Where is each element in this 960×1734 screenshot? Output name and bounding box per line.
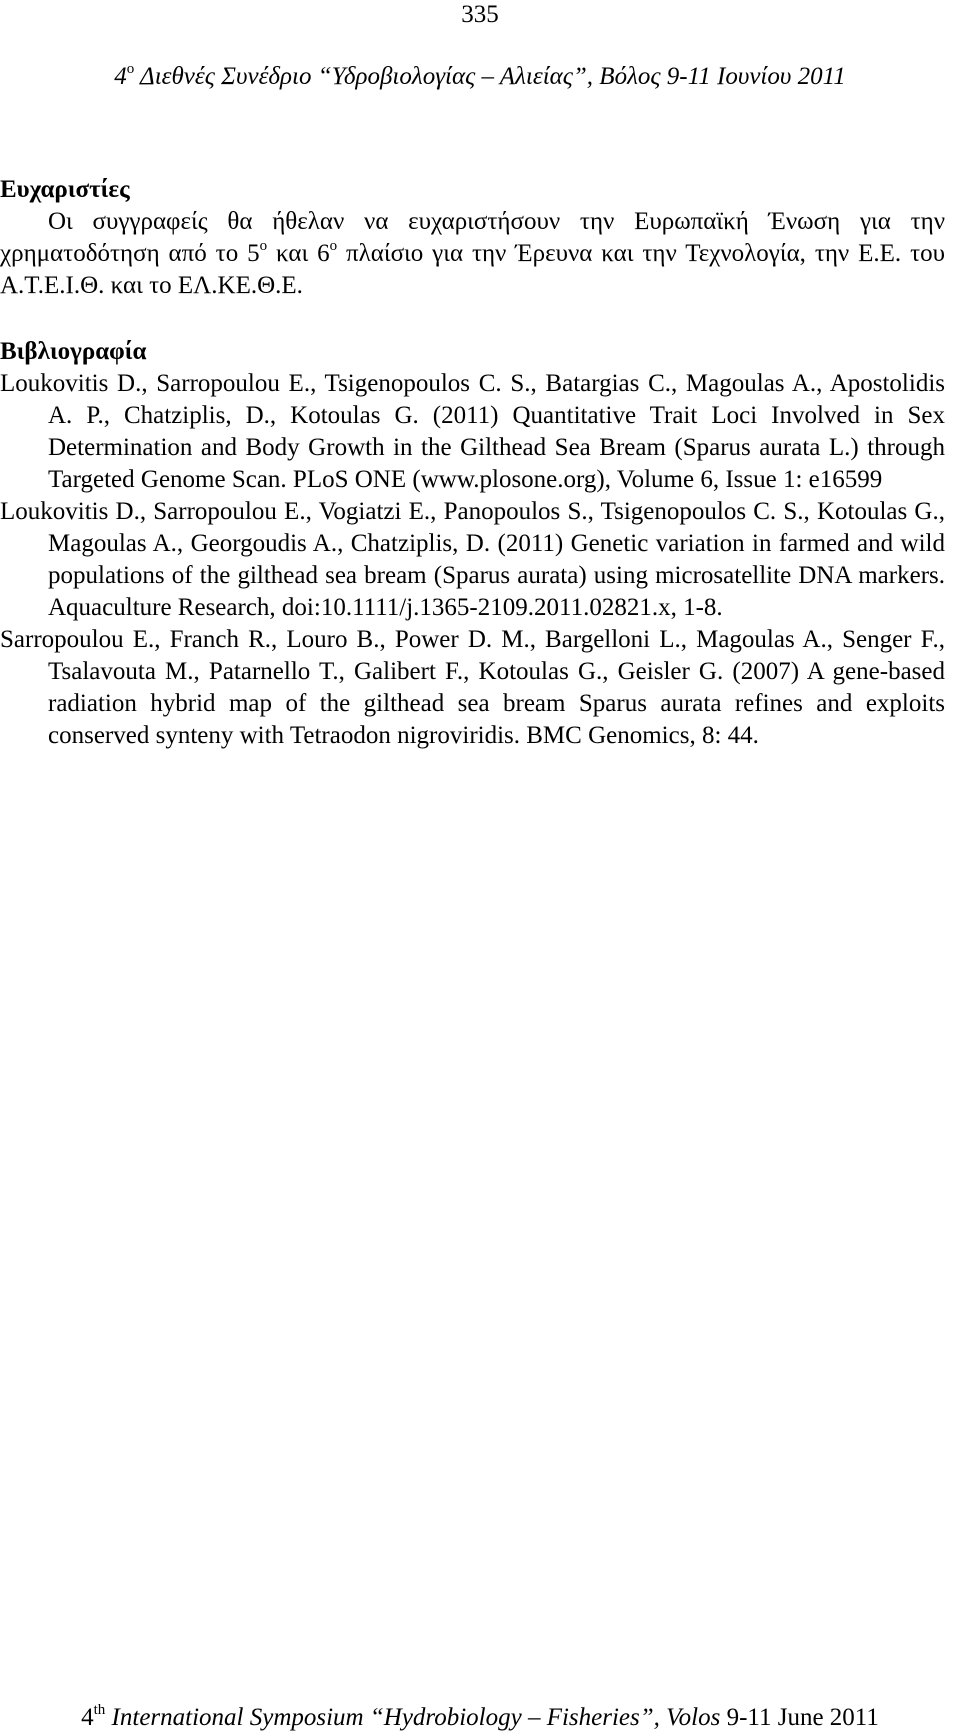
acknowledgements-sup-1: ο <box>259 238 268 254</box>
page-number: 335 <box>461 1 499 28</box>
reference-item: Sarropoulou E., Franch R., Louro B., Power D. M., Bargelloni L., Magoulas A., Senger F., Tsalavouta M., Patarnello T., Galibert F., Kotoulas G., Geisler G. (2007) A gene-based radiation hybrid map of the gilthead sea bream Sparus aurata refines and exploits conserved synteny with Tetraodon nigroviridis. BMC Genomics, 8: 44. <box>0 626 945 749</box>
running-footer-dates: 9-11 June 2011 <box>726 1704 879 1731</box>
running-footer <box>0 1703 960 1733</box>
reference-list <box>0 368 945 752</box>
running-footer-title: International Symposium “Hydrobiology – Fisheries”, Volos <box>111 1704 721 1731</box>
acknowledgements-sup-2: ο <box>329 238 338 254</box>
page-content <box>0 174 945 752</box>
running-header-ordinal: 4 <box>114 63 127 90</box>
references-heading: Βιβλιογραφία <box>0 338 147 365</box>
running-footer-ordinal: 4 <box>81 1704 94 1731</box>
reference-item: Loukovitis D., Sarropoulou E., Vogiatzi E., Panopoulos S., Tsigenopoulos C. S., Kotoulas G., Magoulas A., Georgoudis A., Chatziplis, D. (2011) Genetic variation in farmed and wild populations of the gilthead sea bream (Sparus aurata) using microsatellite DNA markers. Aquaculture Research, doi:10.1111/j.1365-2109.2011.02821.x, 1-8. <box>0 498 945 621</box>
running-header-title: Διεθνές Συνέδριο “Υδροβιολογίας – Αλιείας”, Βόλος 9-11 Ιουνίου 2011 <box>140 63 846 90</box>
running-header <box>0 62 960 92</box>
acknowledgements-text-part1: Οι συγγραφείς θα ήθελαν να ευχαριστήσουν την Ευρωπαϊκή Ένωση για την χρηματοδότηση από το 5 <box>0 208 945 267</box>
acknowledgements-text <box>0 206 945 302</box>
acknowledgements-heading: Ευχαριστίες <box>0 176 130 203</box>
running-footer-ordinal-sup: th <box>93 1702 106 1718</box>
running-header-ordinal-sup: ο <box>126 61 135 77</box>
acknowledgements-text-part3: πλαίσιο για την Έρευνα και την Τεχνολογία, την Ε.Ε. του Α.Τ.Ε.Ι.Θ. και το ΕΛ.ΚΕ.Θ.Ε. <box>0 240 945 299</box>
acknowledgements-text-part2: και 6 <box>267 240 330 267</box>
reference-item: Loukovitis D., Sarropoulou E., Tsigenopoulos C. S., Batargias C., Magoulas A., Apostolidis A. P., Chatziplis, D., Kotoulas G. (2011) Quantitative Trait Loci Involved in Sex Determination and Body Growth in the Gilthead Sea Bream (Sparus aurata L.) through Targeted Genome Scan. PLoS ONE (www.plosone.org), Volume 6, Issue 1: e16599 <box>0 370 945 493</box>
